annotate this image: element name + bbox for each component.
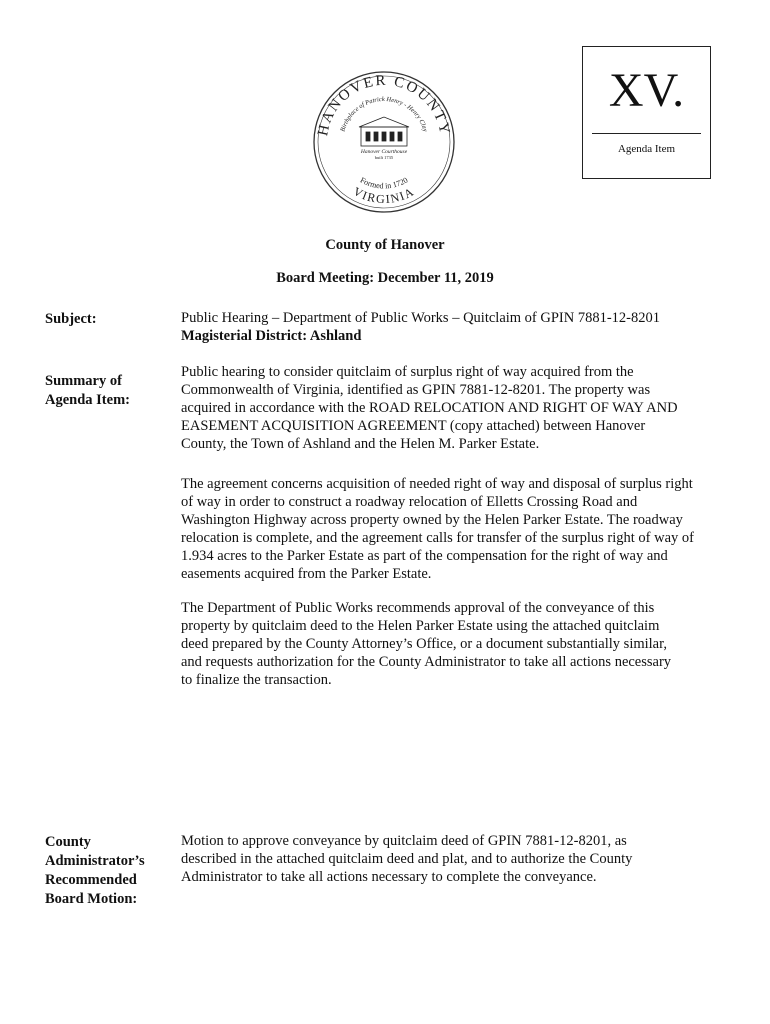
- subject-label: Subject:: [45, 311, 97, 327]
- subject-text: [181, 309, 711, 345]
- motion-label: County Administrator’s Recommended Board Motion:: [45, 834, 145, 907]
- courthouse-icon: [359, 117, 409, 146]
- agenda-item-number: XV.: [608, 64, 685, 117]
- magisterial-district: Magisterial District: Ashland: [181, 328, 362, 344]
- county-heading: County of Hanover: [325, 237, 445, 253]
- subject-line: Public Hearing – Department of Public Works – Quitclaim of GPIN 7881-12-8201: [181, 310, 661, 326]
- agenda-item-label: Agenda Item: [617, 143, 676, 155]
- summary-paragraph-3: The Department of Public Works recommends approval of the conveyance of this property by quitclaim deed to the Helen Parker Estate using the attached quitclaim deed prepared by the County Attorney’s Office, or a document substantially similar, and requests authorization for the County Administrator to take all actions necessary to finalize the transaction.: [181, 600, 672, 688]
- seal-building-name: Hanover Courthouse: [360, 149, 408, 155]
- county-seal: [309, 69, 459, 215]
- summary-paragraph-1: Public hearing to consider quitclaim of surplus right of way acquired from the Commonwealth of Virginia, identified as GPIN 7881-12-8201. The property was acquired in accordance with the ROAD RELOCATION AND RIGHT OF WAY AND EASEMENT ACQUISITION AGREEMENT (copy attached) between Hanover County, the Town of Ashland and the Helen M. Parker Estate.: [181, 364, 678, 452]
- summary-paragraph-2: The agreement concerns acquisition of needed right of way and disposal of surplus right of way in order to construct a roadway relocation of Elletts Crossing Road and Washington Highway across property owned by the Helen Parker Estate. The roadway relocation is complete, and the agreement calls for transfer of the surplus right of way of 1.934 acres to the Parker Estate as part of the compensation for the right of way and easements acquired from the Parker Estate.: [181, 476, 694, 582]
- seal-formed-text: Formed in 1720: [358, 175, 410, 191]
- seal-built-year: built 1735: [374, 155, 394, 160]
- motion-text: Motion to approve conveyance by quitclaim deed of GPIN 7881-12-8201, as described in the attached quitclaim deed and plat, and to authorize the County Administrator to take all actions necessary to complete the conveyance.: [181, 833, 633, 885]
- seal-outer-ring: [314, 72, 454, 212]
- seal-inner-text: Birthplace of Patrick Henry - Henry Clay: [339, 95, 429, 133]
- summary-label: Summary of Agenda Item:: [45, 373, 130, 408]
- meeting-heading: Board Meeting: December 11, 2019: [276, 270, 494, 286]
- agenda-divider: [592, 133, 701, 134]
- agenda-item-box: [582, 46, 711, 179]
- seal-bottom-text: VIRGINIA: [350, 184, 418, 207]
- seal-top-text: HANOVER COUNTY: [315, 72, 453, 138]
